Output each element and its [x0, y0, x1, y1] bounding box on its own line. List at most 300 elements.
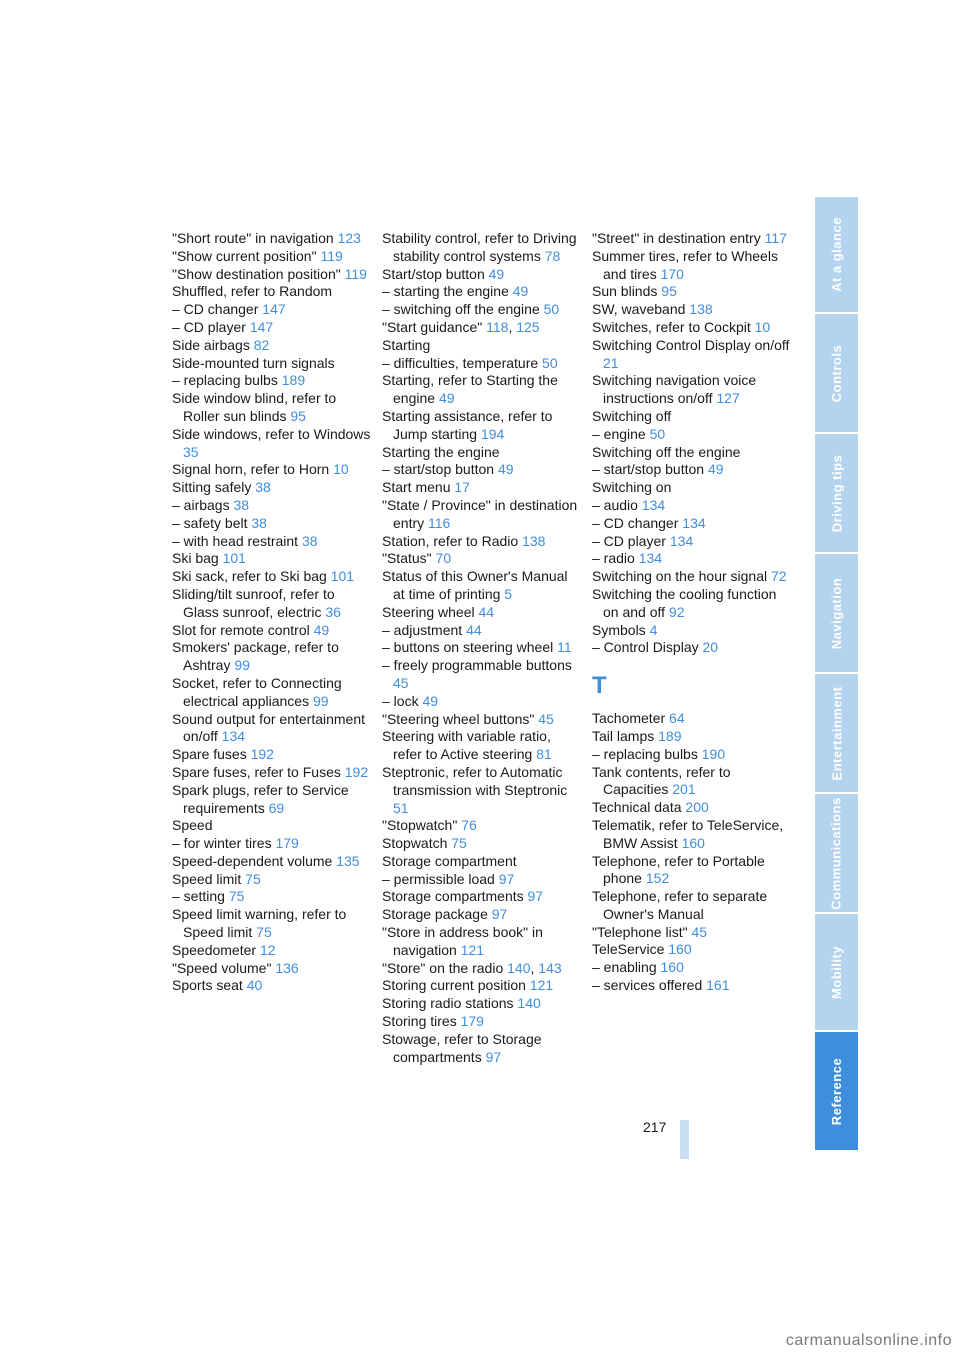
chapter-tab-label: Driving tips — [829, 454, 845, 532]
index-entry — [382, 408, 582, 444]
page-ref-link[interactable]: 160 — [668, 941, 692, 958]
index-entry-text: Starting the engine — [382, 443, 500, 460]
index-entry-text: "Stopwatch" — [382, 817, 458, 834]
page-ref-link[interactable]: 38 — [301, 532, 318, 549]
page-ref-link[interactable]: 160 — [681, 834, 705, 851]
page-ref-link[interactable]: 99 — [312, 692, 329, 709]
index-entry-text: Switching on — [592, 479, 672, 496]
index-entry-text: Tank contents, refer to Capacities — [592, 763, 731, 798]
watermark: carmanualsonline.info — [785, 1332, 952, 1349]
index-entry — [172, 550, 372, 568]
index-column-3 — [592, 230, 792, 995]
index-entry-text: Switching the cooling function on and off — [592, 585, 777, 620]
page-ref-link[interactable]: 10 — [754, 318, 771, 335]
page-ref-link[interactable]: 36 — [325, 603, 341, 620]
index-entry-text: Spare fuses, refer to Fuses — [172, 763, 341, 780]
page-ref-link[interactable]: 138 — [522, 532, 546, 549]
index-entry-text: Slot for remote control — [172, 621, 310, 638]
index-entry — [592, 888, 792, 924]
page-ref-link[interactable]: 116 — [428, 514, 451, 531]
page-ref-link[interactable]: 45 — [691, 923, 708, 940]
index-entry — [592, 461, 792, 479]
page-ref-link[interactable]: 117 — [764, 230, 787, 246]
page-ref-link[interactable]: 134 — [221, 728, 246, 745]
index-entry — [382, 1013, 582, 1031]
index-entry-text: Switching navigation voice instructions on/off — [592, 372, 757, 407]
index-entry — [172, 248, 372, 266]
chapter-tab-communications[interactable] — [815, 794, 858, 912]
index-entry-text: Starting, refer to Starting the engine — [382, 372, 558, 407]
index-entry — [382, 230, 582, 266]
index-entry — [172, 479, 372, 497]
page-ref-link[interactable]: 50 — [649, 425, 666, 442]
index-entry-text: – safety belt — [172, 514, 248, 531]
index-entry — [382, 301, 582, 319]
index-entry — [382, 550, 582, 568]
index-entry-text: Sun blinds — [592, 283, 658, 300]
chapter-tab-label: Communications — [829, 796, 844, 910]
page-ref-link[interactable]: 134 — [669, 532, 694, 549]
index-entry-text: Telephone, refer to separate Owner's Manual — [592, 888, 768, 922]
index-entry — [592, 283, 792, 301]
index-entry — [172, 266, 372, 284]
index-entry — [592, 515, 792, 533]
index-entry — [172, 497, 372, 515]
page-ref-link[interactable]: 45 — [538, 710, 554, 727]
page-ref-link[interactable]: 194 — [480, 425, 505, 442]
chapter-tab-entertainment[interactable] — [815, 674, 858, 792]
index-entry — [592, 479, 792, 497]
page-ref-link[interactable]: 192 — [250, 746, 274, 763]
index-entry — [382, 728, 582, 764]
index-entry — [592, 444, 792, 462]
index-entry — [172, 426, 372, 462]
index-entry — [172, 283, 372, 301]
index-entry — [382, 444, 582, 462]
page-ref-link[interactable]: 11 — [557, 639, 572, 656]
index-entry-text: Spare fuses — [172, 746, 247, 763]
page-ref-link[interactable]: 136 — [275, 959, 299, 976]
index-entry — [382, 906, 582, 924]
index-entry — [172, 533, 372, 551]
index-entry — [172, 230, 372, 248]
index-entry-text: Ski sack, refer to Ski bag — [172, 568, 327, 585]
index-entry-text: Stability control, refer to Driving stability control systems — [382, 230, 577, 264]
page-ref-link[interactable]: 51 — [393, 799, 409, 816]
index-entry-text: "State / Province" in destination entry — [382, 496, 578, 531]
page-ref-link[interactable]: 95 — [290, 407, 306, 424]
page-ref-link[interactable]: 97 — [498, 870, 515, 887]
index-entry — [592, 817, 792, 853]
index-entry-text: "Show current position" — [172, 247, 317, 264]
page-ref-link[interactable]: 49 — [488, 265, 505, 282]
index-entry-text: Switching off the engine — [592, 443, 741, 460]
index-entry — [592, 230, 792, 248]
index-entry — [592, 426, 792, 444]
index-entry — [382, 266, 582, 284]
page-ref-link[interactable]: 134 — [638, 550, 663, 567]
page-ref-link[interactable]: 12 — [259, 941, 276, 958]
index-entry-text: Start/stop button — [382, 265, 485, 282]
index-entry-text: – radio — [592, 550, 635, 567]
page-ref-link[interactable]: 161 — [706, 977, 730, 994]
index-entry — [172, 337, 372, 355]
index-entry-text: Ski bag — [172, 550, 219, 567]
index-entry — [172, 782, 372, 818]
index-entry — [382, 835, 582, 853]
index-entry-text: Storing radio stations — [382, 995, 514, 1012]
page-ref-link[interactable]: 21 — [603, 354, 619, 371]
page-ref-link[interactable]: 119 — [344, 265, 367, 282]
index-entry-text: Steptronic, refer to Automatic transmission with Steptronic — [382, 763, 568, 798]
index-entry — [382, 479, 582, 497]
index-entry — [592, 924, 792, 942]
index-entry-text: – starting the engine — [382, 283, 509, 300]
page-ref-link[interactable]: 123 — [337, 230, 361, 246]
page-ref-link[interactable]: 20 — [702, 639, 719, 656]
chapter-tab-navigation[interactable] — [815, 554, 858, 672]
index-entry — [172, 960, 372, 978]
page-ref-link[interactable]: 97 — [491, 906, 508, 923]
index-entry-text: Sports seat — [172, 977, 243, 994]
index-entry-text: Switching Control Display on/off — [592, 336, 790, 353]
index-entry-text: Switching on the hour signal — [592, 568, 768, 585]
index-entry-text: "Store" on the radio — [382, 959, 504, 976]
index-entry — [382, 1031, 582, 1067]
index-entry-text: Telephone, refer to Portable phone — [592, 852, 765, 887]
index-entry — [382, 995, 582, 1013]
chapter-tab-driving-tips[interactable] — [815, 434, 858, 552]
index-entry-text: – setting — [172, 888, 225, 905]
index-entry — [592, 977, 792, 995]
index-entry-text: Speed limit — [172, 870, 242, 887]
index-entry-text: Side airbags — [172, 336, 250, 353]
index-entry — [382, 622, 582, 640]
index-entry-text: – with head restraint — [172, 532, 299, 549]
index-entry-text: – airbags — [172, 496, 230, 513]
page-ref-link[interactable]: 127 — [716, 390, 740, 407]
page-ref-link[interactable]: 81 — [536, 746, 552, 763]
index-entry-text: – CD changer — [592, 514, 679, 531]
index-entry — [382, 711, 582, 729]
index-entry — [592, 372, 792, 408]
index-entry-text: Speed — [172, 817, 213, 834]
page-ref-link[interactable]: 101 — [222, 550, 246, 567]
index-entry — [592, 941, 792, 959]
chapter-tab-label: Navigation — [829, 577, 844, 649]
page-ref-link[interactable]: 118 — [486, 318, 509, 335]
index-entry-text: Sitting safely — [172, 479, 252, 496]
page-ref-link[interactable]: 50 — [542, 354, 558, 371]
index-entry-text: TeleService — [592, 941, 665, 958]
index-entry-text: – lock — [382, 692, 419, 709]
index-entry-text: "Status" — [382, 550, 432, 567]
index-entry-text: Start menu — [382, 479, 451, 496]
index-entry-text: – freely programmable buttons — [382, 657, 572, 674]
index-entry-text: – replacing bulbs — [172, 372, 278, 389]
page-ref-link[interactable]: 147 — [262, 301, 286, 318]
index-entry — [382, 568, 582, 604]
index-entry-text: Tachometer — [592, 710, 666, 727]
page-ref-link[interactable]: 38 — [251, 514, 267, 531]
index-entry-text: Storage package — [382, 906, 488, 923]
index-entry — [172, 746, 372, 764]
chapter-tabs — [815, 197, 858, 1152]
index-entry-text: – adjustment — [382, 621, 463, 638]
index-entry — [172, 871, 372, 889]
index-entry-text: Storage compartment — [382, 852, 517, 869]
index-entry-text: "Speed volume" — [172, 959, 272, 976]
index-entry-text: – start/stop button — [592, 461, 705, 478]
index-entry-text: "Telephone list" — [592, 923, 688, 940]
index-entry — [382, 888, 582, 906]
index-entry — [172, 977, 372, 995]
index-entry-text: Socket, refer to Connecting electrical appliances — [172, 674, 342, 709]
index-entry-text: – engine — [592, 425, 646, 442]
index-entry — [382, 639, 582, 657]
index-entry-text: Storage compartments — [382, 888, 524, 905]
index-entry-text: Storing current position — [382, 977, 526, 994]
page-ref-link[interactable]: 70 — [435, 550, 452, 567]
index-entry-text: – CD player — [172, 318, 246, 335]
page-ref-link[interactable]: 49 — [422, 692, 439, 709]
index-entry — [382, 337, 582, 355]
page-ref-link[interactable]: 45 — [393, 674, 409, 691]
page-ref-link[interactable]: 10 — [333, 461, 349, 478]
page-ref-link[interactable]: 179 — [275, 835, 299, 852]
index-entry — [172, 639, 372, 675]
page-ref-link[interactable]: 75 — [256, 924, 272, 941]
index-entry — [592, 301, 792, 319]
index-entry-text: Switching off — [592, 407, 672, 424]
page-ref-link[interactable]: 69 — [268, 799, 285, 816]
chapter-tab-at-a-glance[interactable] — [815, 197, 858, 312]
page-ref-link[interactable]: 138 — [689, 301, 713, 318]
index-entry: "Start guidance" 118, 125 — [382, 318, 540, 335]
page-ref-link[interactable]: 135 — [336, 852, 360, 869]
index-entry-text: – Control Display — [592, 639, 699, 656]
page-ref-link[interactable]: 92 — [668, 603, 685, 620]
page-ref-link[interactable]: 75 — [245, 870, 261, 887]
index-entry-text: – switching off the engine — [382, 301, 540, 318]
index-entry-text: Sound output for entertainment on/off — [172, 710, 366, 745]
index-entry-text: – CD player — [592, 532, 666, 549]
page-ref-link[interactable]: 4 — [649, 621, 658, 638]
page-ref-link[interactable]: 101 — [330, 568, 355, 585]
index-entry — [172, 372, 372, 390]
index-entry — [172, 301, 372, 319]
page-ref-link[interactable]: 201 — [672, 781, 696, 798]
index-entry-text: – enabling — [592, 959, 657, 976]
index-entry-text: "Start guidance" — [382, 318, 483, 335]
page-ref-link[interactable]: 160 — [660, 959, 684, 976]
index-entry-text: Steering with variable ratio, refer to Active steering — [382, 728, 551, 763]
index-entry-text: – for winter tires — [172, 835, 272, 852]
index-entry-text: Status of this Owner's Manual at time of printing — [382, 568, 568, 602]
page-ref-link[interactable]: 134 — [682, 514, 706, 531]
index-entry — [592, 764, 792, 800]
page-ref-link[interactable]: 140 — [517, 995, 541, 1012]
index-entry — [172, 355, 372, 373]
page-ref-link[interactable]: 121 — [529, 977, 554, 994]
index-entry-text: Speed-dependent volume — [172, 852, 333, 869]
index-entry — [172, 390, 372, 426]
page-ref-link[interactable]: 99 — [234, 657, 250, 674]
index-entry — [592, 568, 792, 586]
page-ref-link[interactable]: 190 — [701, 745, 726, 762]
index-entry — [172, 835, 372, 853]
page-ref-link[interactable]: 147 — [249, 318, 274, 335]
chapter-tab-label: Entertainment — [829, 686, 844, 780]
index-entry-text: Summer tires, refer to Wheels and tires — [592, 247, 778, 282]
index-entry — [382, 497, 582, 533]
page-number: 217 — [643, 1119, 667, 1135]
index-entry — [382, 283, 582, 301]
index-column-1 — [172, 230, 372, 995]
index-entry — [592, 550, 792, 568]
page-ref-link[interactable]: 17 — [454, 479, 470, 496]
page-ref-link[interactable]: 134 — [641, 496, 666, 513]
page-ref-link[interactable]: 49 — [512, 283, 529, 300]
index-entry-text: – permissible load — [382, 870, 495, 887]
index-entry-text: Tail lamps — [592, 727, 655, 744]
page-ref-link[interactable]: 82 — [253, 336, 270, 353]
index-entry — [172, 515, 372, 533]
index-entry-text: "Street" in destination entry — [592, 230, 761, 246]
index-entry-text: – buttons on steering wheel — [382, 639, 554, 656]
index-entry: "Store" on the radio 140, 143 — [382, 959, 562, 976]
index-entry — [172, 675, 372, 711]
index-entry-text: Speedometer — [172, 941, 257, 958]
page-ref-link[interactable]: 49 — [707, 461, 724, 478]
index-entry — [592, 248, 792, 284]
page-ref-link[interactable]: 72 — [771, 568, 787, 585]
index-entry-text: – replacing bulbs — [592, 745, 698, 762]
page-ref-link[interactable]: 170 — [660, 265, 684, 282]
chapter-tab-label: Mobility — [829, 945, 845, 999]
index-entry — [382, 372, 582, 408]
page-ref-link[interactable]: 49 — [497, 461, 514, 478]
index-column-2 — [382, 230, 582, 1066]
chapter-tab-label: Reference — [829, 1057, 844, 1125]
page-ref-link[interactable]: 75 — [228, 888, 245, 905]
page-ref-link[interactable]: 192 — [344, 763, 369, 780]
index-entry — [592, 959, 792, 977]
page-ref-link[interactable]: 35 — [183, 443, 199, 460]
page-ref-link[interactable]: 50 — [543, 301, 560, 318]
page-ref-link[interactable]: 75 — [451, 835, 467, 852]
index-entry — [172, 764, 372, 782]
index-entry — [172, 586, 372, 622]
chapter-tab-reference[interactable] — [815, 1032, 858, 1150]
index-entry-text: Spark plugs, refer to Service requirements — [172, 781, 349, 816]
index-entry — [382, 764, 582, 817]
index-entry-text: Shuffled, refer to Random — [172, 283, 333, 300]
page-ref-link[interactable]: 121 — [460, 941, 485, 958]
index-entry-text: – difficulties, temperature — [382, 354, 539, 371]
index-entry-text: Signal horn, refer to Horn — [172, 461, 330, 478]
index-entry — [592, 799, 792, 817]
page-ref-link[interactable]: 140 — [507, 959, 531, 976]
index-entry — [382, 853, 582, 871]
index-entry — [382, 693, 582, 711]
page-ref-link[interactable]: 5 — [504, 585, 513, 602]
index-entry — [172, 888, 372, 906]
chapter-tab-mobility[interactable] — [815, 914, 858, 1030]
page-ref-link[interactable]: 125 — [516, 318, 540, 335]
index-entry-text: SW, waveband — [592, 301, 686, 318]
index-entry-text: Sliding/tilt sunroof, refer to Glass sunroof, electric — [172, 585, 335, 620]
index-entry-text: "Short route" in navigation — [172, 230, 334, 246]
index-entry-text: Side windows, refer to Windows — [172, 425, 371, 442]
index-entry-text: Station, refer to Radio — [382, 532, 519, 549]
index-entry — [592, 533, 792, 551]
page-ref-link[interactable]: 76 — [461, 817, 477, 834]
index-entry-text: Steering wheel — [382, 603, 475, 620]
index-entry-text: Speed limit warning, refer to Speed limit — [172, 906, 347, 941]
index-entry — [172, 319, 372, 337]
page-ref-link[interactable]: 64 — [669, 710, 685, 727]
chapter-tab-label: At a glance — [829, 217, 845, 292]
index-entry — [382, 533, 582, 551]
page-ref-link[interactable]: 152 — [645, 870, 670, 887]
index-entry — [172, 711, 372, 747]
page-ref-link[interactable]: 44 — [466, 621, 482, 638]
page-ref-link[interactable]: 97 — [485, 1048, 502, 1065]
index-entry — [592, 497, 792, 515]
index-entry — [592, 853, 792, 889]
index-entry — [382, 355, 582, 373]
index-entry-text: Switches, refer to Cockpit — [592, 318, 751, 335]
page-ref-link[interactable]: 143 — [538, 959, 562, 976]
page-ref-link[interactable]: 49 — [313, 621, 330, 638]
section-letter: T — [592, 672, 607, 700]
page-ref-link[interactable]: 200 — [685, 799, 709, 816]
index-entry-text: Side window blind, refer to Roller sun blinds — [172, 390, 337, 424]
page-ref-link[interactable]: 119 — [320, 247, 343, 264]
index-entry-text: "Steering wheel buttons" — [382, 710, 535, 727]
page-ref-link[interactable]: 179 — [460, 1013, 484, 1030]
page-ref-link[interactable]: 40 — [246, 977, 263, 994]
index-entry-text: Storing tires — [382, 1013, 457, 1030]
page-ref-link[interactable]: 38 — [255, 479, 271, 496]
index-entry — [592, 710, 792, 728]
index-entry-text: Starting assistance, refer to Jump starting — [382, 407, 553, 442]
index-entry — [172, 853, 372, 871]
page-ref-link[interactable]: 95 — [661, 283, 677, 300]
page-ref-link[interactable]: 44 — [478, 603, 495, 620]
index-entry — [172, 942, 372, 960]
index-entry — [592, 586, 792, 622]
page-ref-link[interactable]: 189 — [658, 727, 682, 744]
index-entry-text: "Show destination position" — [172, 265, 341, 282]
page-ref-link[interactable]: 38 — [233, 496, 250, 513]
page-ref-link[interactable]: 97 — [527, 888, 544, 905]
index-entry-text: – services offered — [592, 977, 703, 994]
page-ref-link[interactable]: 189 — [281, 372, 306, 389]
page-ref-link[interactable]: 49 — [438, 390, 455, 407]
index-entry-text: Stopwatch — [382, 835, 448, 852]
page-ref-link[interactable]: 78 — [544, 247, 561, 264]
index-entry-text: Technical data — [592, 799, 682, 816]
index-entry — [382, 871, 582, 889]
index-entry — [172, 622, 372, 640]
index-entry — [172, 568, 372, 586]
index-entry — [382, 924, 582, 960]
index-entry-text: Symbols — [592, 621, 646, 638]
index-entry — [172, 906, 372, 942]
chapter-tab-controls[interactable] — [815, 314, 858, 432]
